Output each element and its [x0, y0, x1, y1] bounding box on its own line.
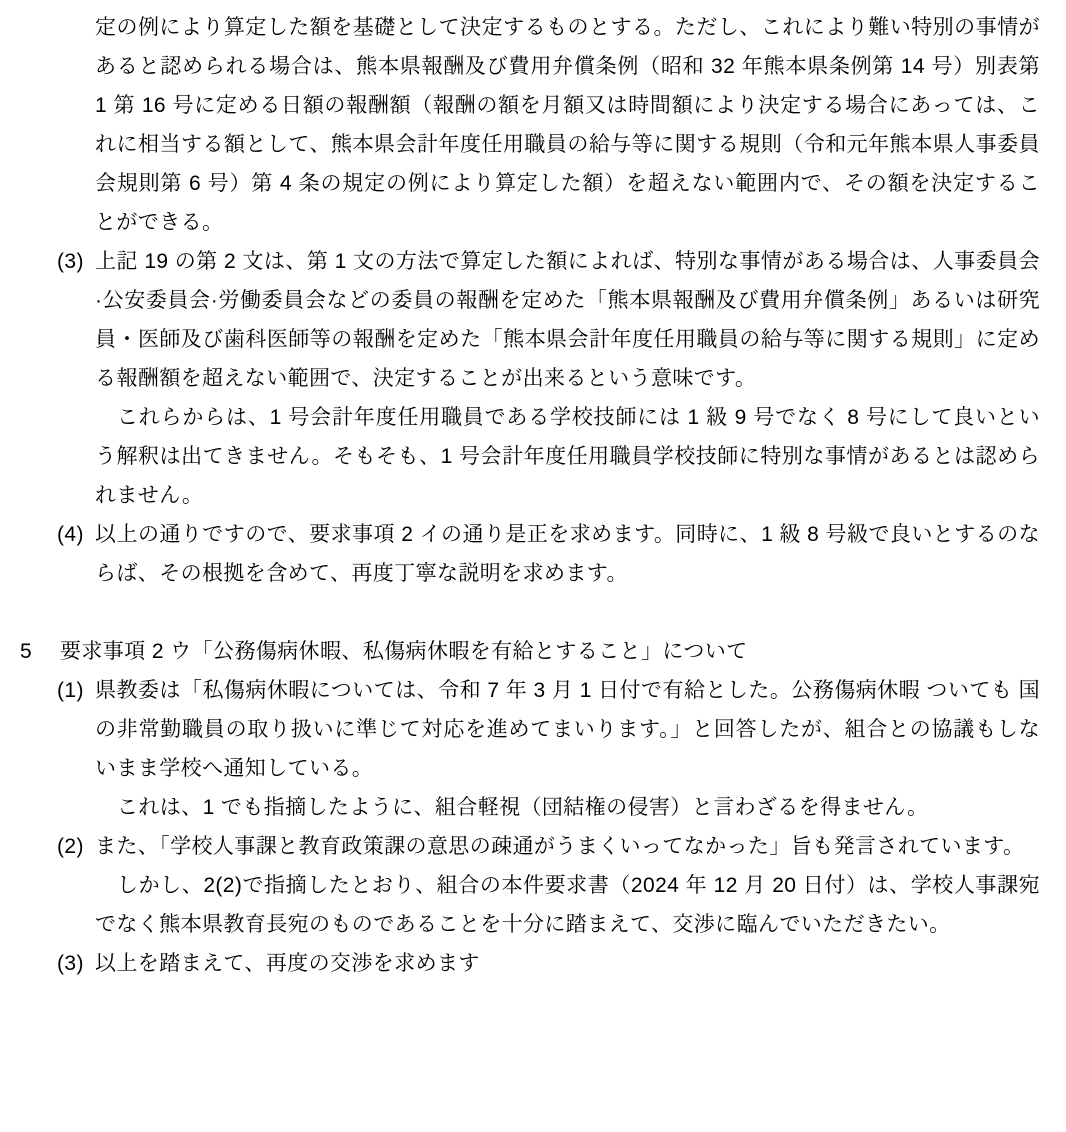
- item-4: [57, 515, 1040, 593]
- item-3: [57, 242, 1040, 398]
- note-after-section-5-item-2: しかし、2(2)で指摘したとおり、組合の本件要求書（2024 年 12 月 20 日付）は、学校人事課宛でなく熊本県教育長宛のものであることを十分に踏まえて、交渉に臨んでいただきたい。: [95, 874, 1040, 936]
- section-5-item-2-text: また、「学校人事課と教育政策課の意思の疎通がうまくいってなかった」旨も発言されています。: [95, 835, 1025, 858]
- section-5-item-3: [57, 944, 1040, 983]
- section-5-item-2-marker: (2): [57, 835, 84, 858]
- paragraph-continuation: 定の例により算定した額を基礎として決定するものとする。ただし、これにより難い特別の事情があると認められる場合は、熊本県報酬及び費用弁償条例（昭和 32 年熊本県条例第 14 号）別表第 1 第 16 号に定める日額の報酬額（報酬の額を月額又は時間額により決定する場合にあっては、これに相当する額として、熊本県会計年度任用職員の給与等に関する規則（令和元年熊本県人事委員会規則第 6 号）第 4 条の規定の例により算定した額）を超えない範囲内で、その額を決定することができる。: [95, 16, 1040, 234]
- section-5-heading: [20, 632, 1040, 671]
- section-5-item-3-marker: (3): [57, 952, 84, 975]
- section-5-item-2: [57, 827, 1040, 866]
- section-5-item-1: [57, 671, 1040, 788]
- section-5-item-1-text: 県教委は「私傷病休暇については、令和 7 年 3 月 1 日付で有給とした。公務傷病休暇 ついても 国の非常勤職員の取り扱いに準じて対応を進めてまいります。」と回答したが、組合との協議もしないまま学校へ通知している。: [95, 679, 1040, 780]
- note-after-item-3: これらからは、1 号会計年度任用職員である学校技師には 1 級 9 号でなく 8 号にして良いという解釈は出てきません。そもそも、1 号会計年度任用職員学校技師に特別な事情があるとは認められません。: [95, 406, 1040, 507]
- item-4-text: 以上の通りですので、要求事項 2 イの通り是正を求めます。同時に、1 級 8 号級で良いとするのならば、その根拠を含めて、再度丁寧な説明を求めます。: [95, 523, 1040, 585]
- note-after-section-5-item-1: これは、1 でも指摘したように、組合軽視（団結権の侵害）と言わざるを得ません。: [117, 796, 929, 819]
- item-3-marker: (3): [57, 250, 84, 273]
- section-5-number: 5: [20, 640, 33, 663]
- item-4-marker: (4): [57, 523, 84, 546]
- item-3-text: 上記 19 の第 2 文は、第 1 文の方法で算定した額によれば、特別な事情がある場合は、人事委員会·公安委員会·労働委員会などの委員の報酬を定めた「熊本県報酬及び費用弁償条例」あるいは研究員・医師及び歯科医師等の報酬を定めた「熊本県会計年度任用職員の給与等に関する規則」に定める報酬額を超えない範囲で、決定することが出来るという意味です。: [95, 250, 1040, 390]
- section-5-item-1-marker: (1): [57, 679, 84, 702]
- section-5-item-3-text: 以上を踏まえて、再度の交渉を求めます: [95, 952, 480, 975]
- section-5-title: 要求事項 2 ウ「公務傷病休暇、私傷病休暇を有給とすること」について: [60, 640, 748, 663]
